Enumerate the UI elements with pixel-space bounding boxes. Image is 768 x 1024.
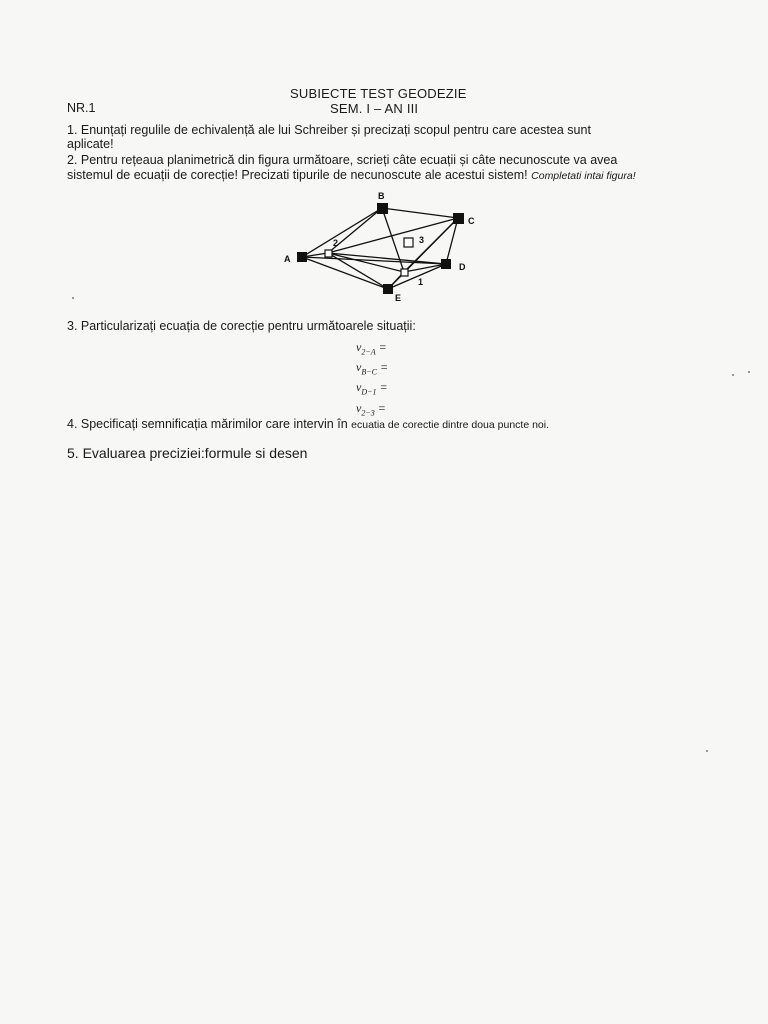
doc-title: SUBIECTE TEST GEODEZIE xyxy=(290,86,467,101)
question-2-line-2 xyxy=(67,168,636,184)
question-2-note: Completati intai figura! xyxy=(531,170,636,182)
edge-d-e xyxy=(388,264,446,289)
edge-a-e xyxy=(302,257,388,289)
question-2-line-2-text: sistemul de ecuații de corecție! Precizati tipurile de necunoscute ale acestui sistem! xyxy=(67,168,528,182)
edge-a-d xyxy=(302,257,446,264)
point-2-marker xyxy=(325,250,332,257)
question-5: 5. Evaluarea preciziei:formule si desen xyxy=(67,445,308,461)
edge-b-c xyxy=(382,208,458,218)
point-1-marker xyxy=(401,269,408,276)
point-a-marker xyxy=(297,252,307,262)
edge-2-1 xyxy=(328,253,404,272)
scan-speck xyxy=(732,374,734,376)
point-e-marker xyxy=(383,284,393,294)
scan-speck xyxy=(706,750,708,752)
label-2: 2 xyxy=(333,238,339,248)
equation-2: $v_{B-C}$ = xyxy=(356,360,389,377)
label-a: A xyxy=(284,254,291,264)
point-d-marker xyxy=(441,259,451,269)
question-4-text: 4. Specificați semnificația mărimilor care intervin în xyxy=(67,417,348,431)
edge-b-1 xyxy=(382,208,404,272)
question-4-tail: ecuatia de corectie dintre doua puncte noi. xyxy=(351,419,550,431)
network-edges xyxy=(302,208,458,289)
question-4 xyxy=(67,417,549,433)
point-b-marker xyxy=(377,203,388,214)
point-3-marker xyxy=(404,238,413,247)
label-1: 1 xyxy=(418,277,424,287)
doc-semester: SEM. I – AN III xyxy=(330,101,419,116)
label-3: 3 xyxy=(419,235,425,245)
scan-speck xyxy=(72,297,74,299)
edge-2-c xyxy=(328,218,458,253)
question-2-line-1: 2. Pentru rețeaua planimetrică din figura următoare, scrieți câte ecuații și câte necunoscute va avea xyxy=(67,153,618,167)
scan-speck xyxy=(748,371,750,373)
equation-3: $v_{D-1}$ = xyxy=(356,380,388,397)
label-b: B xyxy=(378,191,385,201)
network-figure xyxy=(270,188,490,308)
point-c-marker xyxy=(453,213,464,224)
label-e: E xyxy=(395,293,402,303)
question-1-line-1: 1. Enunțați regulile de echivalență ale lui Schreiber și precizați scopul pentru care acestea sunt xyxy=(67,123,591,137)
equation-4: $v_{2-3}$ = xyxy=(356,401,386,418)
question-3: 3. Particularizați ecuația de corecție pentru următoarele situații: xyxy=(67,319,416,333)
equation-1: $v_{2-A}$ = xyxy=(356,340,387,357)
label-c: C xyxy=(468,216,475,226)
question-1-line-2: aplicate! xyxy=(67,137,114,151)
doc-number: NR.1 xyxy=(67,101,96,115)
label-d: D xyxy=(459,262,466,272)
